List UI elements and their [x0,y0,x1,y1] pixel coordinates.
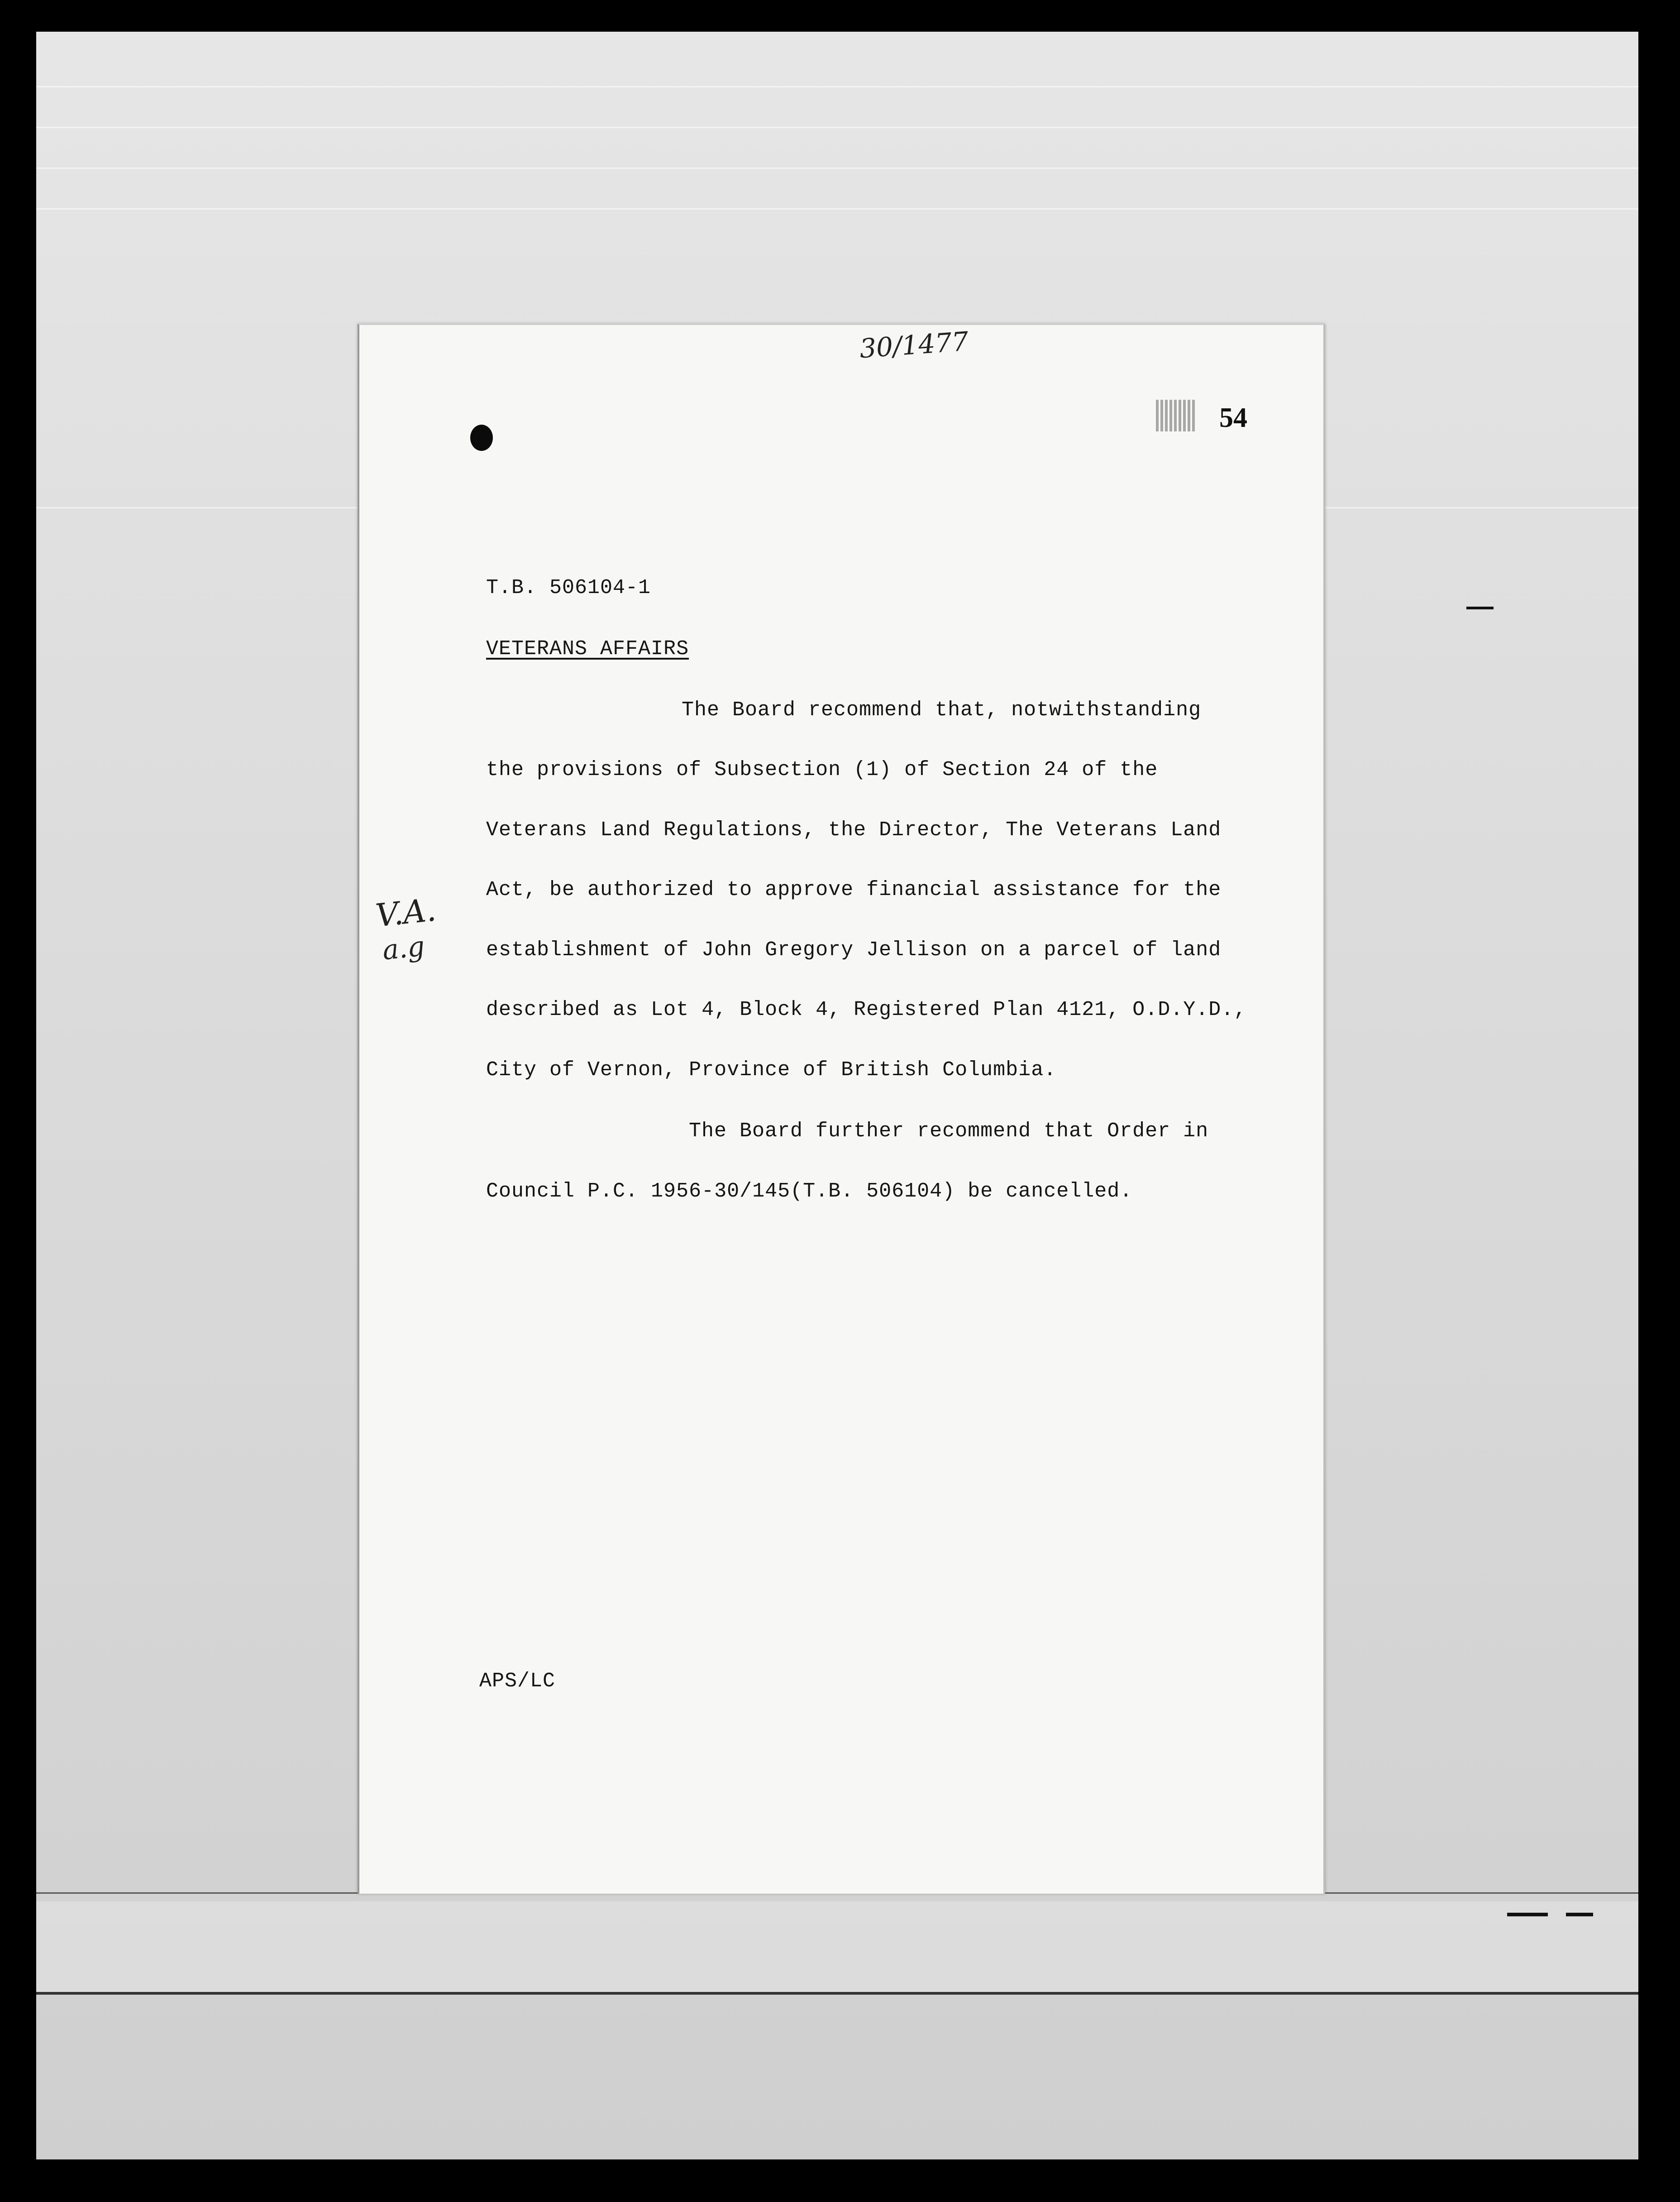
handwritten-margin-note: a.g [381,930,426,967]
body-line: Act, be authorized to approve financial assistance for the [486,878,1222,901]
body-line: The Board recommend that, notwithstanding [682,699,1202,722]
film-streak [36,208,1638,210]
film-edge-line [36,1992,1638,1995]
body-line: the provisions of Subsection (1) of Section 24 of the [486,758,1158,781]
body-line: described as Lot 4, Block 4, Registered Plan 4121, O.D.Y.D., [486,998,1247,1021]
faded-stamp [1156,400,1197,431]
document-sheet [358,324,1325,1894]
body-line: establishment of John Gregory Jellison on a parcel of land [486,938,1222,962]
body-line: City of Vernon, Province of British Columbia. [486,1058,1057,1082]
treasury-board-reference: T.B. 506104-1 [486,576,651,599]
page-number: 54 [1219,402,1247,433]
film-dash-mark [1466,607,1494,609]
film-dash-mark [1566,1913,1593,1916]
body-line: Veterans Land Regulations, the Director, The Veterans Land [486,819,1222,842]
film-streak [36,86,1638,87]
film-dash-mark [1507,1913,1548,1916]
body-line: The Board further recommend that Order in [689,1120,1209,1143]
film-streak [36,127,1638,128]
punch-hole [470,425,493,451]
typist-initials: APS/LC [479,1670,556,1693]
film-streak [36,168,1638,169]
handwritten-margin-note: V.A. [374,891,438,934]
body-line: Council P.C. 1956-30/145(T.B. 506104) be cancelled. [486,1180,1133,1203]
film-lower-strip [36,1901,1638,1992]
section-heading: VETERANS AFFAIRS [486,637,689,661]
handwritten-file-number: 30/1477 [858,326,970,364]
